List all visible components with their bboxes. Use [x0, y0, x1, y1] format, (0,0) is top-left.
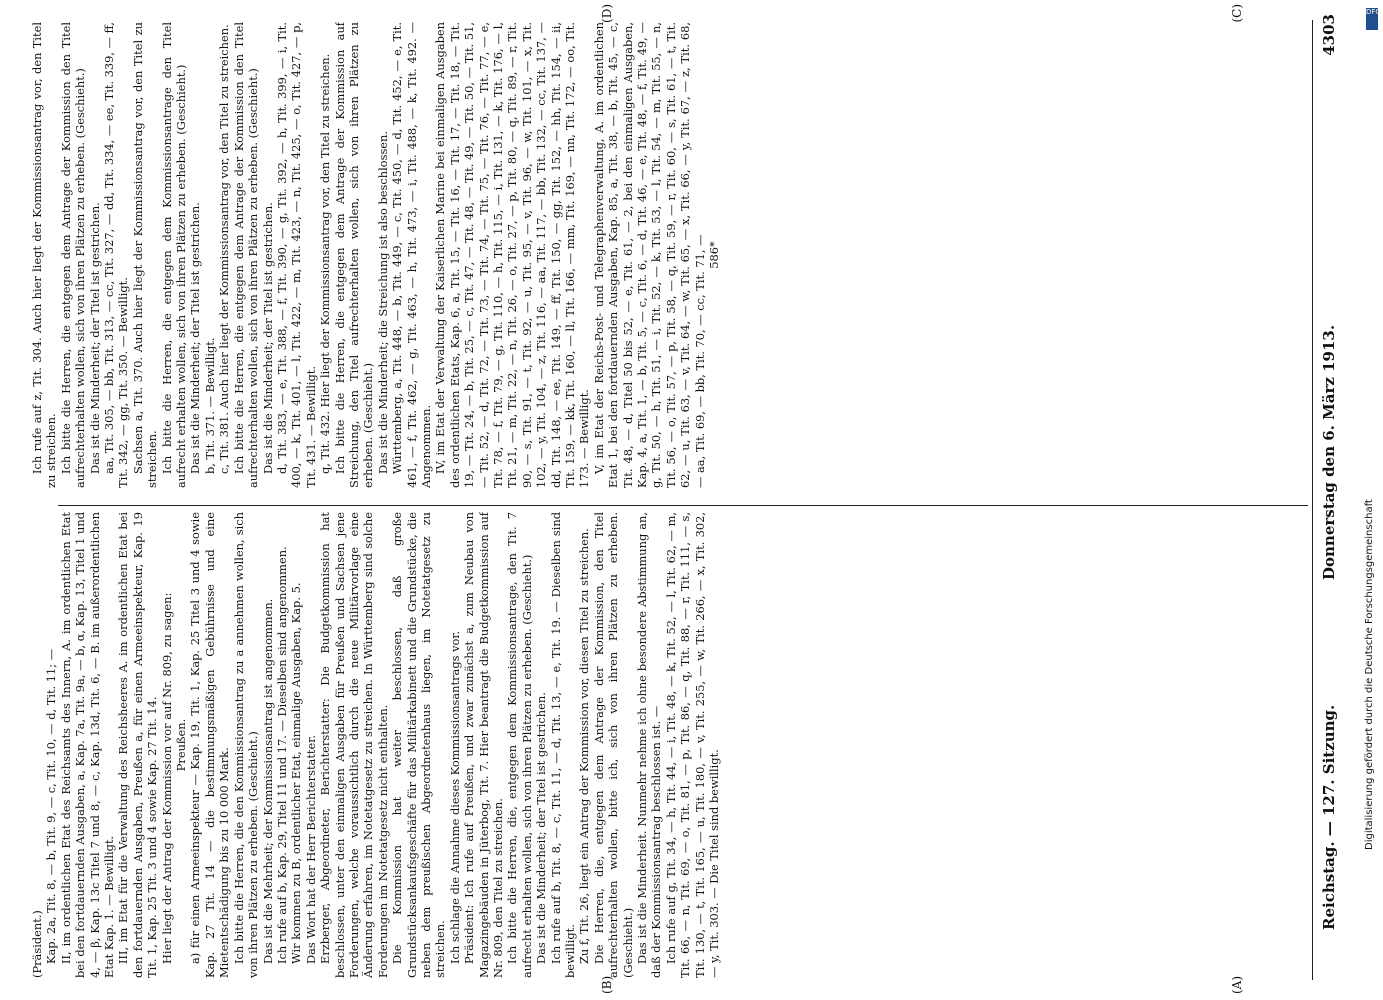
- header-center: Donnerstag den 6. März 1913.: [1320, 324, 1338, 580]
- paragraph: Kap. 2a, Tit. 8, — b, Tit. 9, — c, Tit. 10, — d, Tit. 11; —: [44, 648, 59, 964]
- paragraph: c, Tit. 381. Auch hier liegt der Kommissionsantrag vor, den Titel zu streichen.: [217, 24, 232, 474]
- paragraph: Das ist die Minderheit; der Titel ist gestrichen.: [188, 202, 203, 474]
- section-heading: Preußen.: [174, 718, 189, 772]
- paragraph: Die Kommission hat weiter beschlossen, daß große Grundstücksankaufsgeschäfte für das Militärkabinett und die Grundstücke, die neben dem preußischen Abgeordnetenhaus liegen, im Notetatgesetz zu streichen.: [390, 512, 448, 978]
- paragraph: Ich rufe auf b, Kap. 29, Titel 11 und 17. — Dieselben sind angenommen.: [274, 546, 289, 964]
- paragraph: Ich rufe auf b, Tit. 8, — c, Tit. 11, — d, Tit. 13, — e, Tit. 19. — Dieselben sind bewilligt.: [548, 512, 578, 978]
- digitization-credit: [1364, 30, 1380, 850]
- paragraph: Ich schlage die Annahme dieses Kommissionsantrags vor.: [447, 630, 462, 964]
- paragraph: Ich bitte die Herren, die entgegen dem Antrage der Kommission den Titel aufrechterhalten wollen, sich von ihren Plätzen zu erheben. (Geschieht.): [58, 22, 88, 488]
- paragraph: Das ist die Minderheit; der Titel ist gestrichen.: [534, 692, 549, 964]
- paragraph: Ich bitte die Herren, die entgegen dem Antrage der Kommission den Titel aufrechterhalten wollen, sich von ihren Plätzen zu erheben. (Geschieht.): [231, 22, 261, 488]
- header-left: Reichstag. — 127. Sitzung.: [1320, 704, 1338, 930]
- margin-mark-b: (B): [600, 975, 614, 994]
- paragraph: Hier liegt der Antrag der Kommission vor auf Nr. 809, zu sagen:: [159, 592, 174, 964]
- paragraph: Ich bitte die Herren, die den Kommissionsantrag zu a annehmen wollen, sich von ihren Plätzen zu erheben. (Geschieht.): [231, 512, 261, 978]
- paragraph: II, im ordentlichen Etat des Reichsamts des Innern, A. im ordentlichen Etat bei den fortdauernden Ausgaben, a, Kap. 7a, Tit. 9a, — b, α, Kap. 13, Titel 1 und 4, — β, Kap. 13c Titel 7 und 8, — c, Kap. 13d, Tit. 6, — B. im außerordentlichen Etat Kap. 1. — Bewilligt.: [58, 512, 117, 978]
- margin-mark-a: (A): [1230, 975, 1244, 994]
- paragraph: Das ist die Minderheit; der Titel ist gestrichen.: [260, 202, 275, 474]
- credit-text: Digitalisierung gefördert durch die Deutsche Forschungsgemeinschaft: [1364, 499, 1375, 850]
- paragraph: Ich bitte die Herren, die, entgegen dem Kommissionsantrage, den Tit. 7 aufrecht erhalten wollen, sich von ihren Plätzen zu erheben. (Geschieht.): [505, 512, 534, 978]
- dfg-logo: [1366, 8, 1381, 30]
- paragraph: Ich rufe auf z, Tit. 304. Auch hier liegt der Kommissionsantrag vor, den Titel zu streichen.: [30, 22, 59, 488]
- paragraph: Sachsen a, Tit. 370. Auch hier liegt der Kommissionsantrag vor, den Titel zu streichen.: [130, 22, 160, 488]
- left-column: [30, 512, 1300, 978]
- paragraph: Ich bitte die Herren, die entgegen dem Antrage der Kommission auf Streichung, den Titel aufrechterhalten wollen, sich von ihren Plätzen zu erheben. (Geschieht.): [332, 22, 376, 488]
- paragraph: Ich bitte die Herren, die entgegen dem Kommissionsantrage den Titel aufrecht erhalten wollen, sich von ihren Plätzen zu erheben. (Geschieht.): [159, 22, 189, 488]
- paragraph: Das ist die Minderheit. Nunmehr nehme ich ohne besondere Abstimmung an, daß der Kommissionsantrag beschlossen ist. —: [635, 512, 664, 978]
- right-column: [30, 22, 1300, 488]
- column-divider: [58, 505, 1308, 506]
- paragraph: aa, Tit. 305, — bb, Tit. 313, — cc, Tit. 327, — dd, Tit. 334, — ee, Tit. 339, — ff, Tit. 342, — gg, Tit. 350. — Bewilligt.: [102, 22, 131, 488]
- paragraph: d, Tit. 383, — e, Tit. 388, — f, Tit. 390, — g, Tit. 392, — h, Tit. 399, — i, Tit. 400, — k, Tit. 401, — l, Tit. 422, — m, Tit. 423, — n, Tit. 425, — o, Tit. 427, — p, Tit. 431. — Bewilligt.: [274, 22, 318, 488]
- paragraph: Zu f, Tit. 26, liegt ein Antrag der Kommission vor, diesen Titel zu streichen.: [577, 528, 592, 964]
- paragraph: Die Herren, die, entgegen dem Antrage der Kommission, den Titel aufrechterhalten wollen, bitte ich, sich von ihren Plätzen zu erheben. (Geschieht.): [591, 512, 635, 978]
- dfg-logo-text: DFG: [1366, 8, 1381, 16]
- paragraph: V, im Etat der Reichs-Post- und Telegraphenverwaltung, A. im ordentlichen Etat 1, bei den fortdauernden Ausgaben, Kap. 85, a, Tit. 38, — b, Tit. 45, — c, Tit. 48, — d, Titel 50 bis 52, — e, Tit. 61, — 2, bei den einmaligen Ausgaben, Kap. 4, a, Tit. 1, — b, Tit. 5, — c, Tit. 6, — d, Tit. 46, — e, Tit. 48, — f, Tit. 49, — g, Tit. 50, — h, Tit. 51, — i, Tit. 52, — k, Tit. 53, — l, Tit. 54, — m, Tit. 55, — n, Tit. 56, — o, Tit. 57, — p, Tit. 58, — q, Tit. 59, — r, Tit. 60, — s, Tit. 61, — t, Tit. 62, — u, Tit. 63, — v, Tit. 64, — w, Tit. 65, — x, Tit. 66, — y, Tit. 67, — z, Tit. 68, — aa, Tit. 69, — bb, Tit. 70, — cc, Tit. 71, —: [591, 22, 707, 488]
- running-header: [1320, 0, 1360, 1000]
- paragraph: Erzberger, Abgeordneter, Berichterstatter: Die Budgetkommission hat beschlossen, unter den einmaligen Ausgaben für Preußen und Sachsen jene Forderungen, welche voraussichtlich durch die neue Militärvorlage eine Änderung erfahren, im Notetatgesetz zu streichen. In Württemberg sind solche Forderungen im Notetatgesetz nicht enthalten.: [318, 512, 390, 978]
- paragraph: a) für einen Armeeinspekteur — Kap. 19, Tit. 1, Kap. 25 Titel 3 und 4 sowie Kap. 27 Tit. 14 — die bestimmungsmäßigen Gebührnisse und eine Mietentschädigung bis zu 10 000 Mark.: [188, 512, 232, 978]
- header-rule: [1312, 20, 1313, 980]
- paragraph: III, im Etat für die Verwaltung des Reichsheeres A. im ordentlichen Etat bei den fortdauernden Ausgaben, Preußen a, für einen Armeeinspekteur, Kap. 19 Tit. 1, Kap. 25 Tit. 3 und 4 sowie Kap. 27 Tit. 14.: [116, 512, 160, 978]
- paragraph: b, Tit. 371. — Bewilligt.: [202, 337, 217, 474]
- page-footer-mark: 586*: [707, 241, 722, 269]
- margin-mark-d: (D): [600, 4, 614, 23]
- speaker-note: (Präsident.): [30, 910, 44, 978]
- page-number: 4303: [1320, 14, 1338, 56]
- paragraph: Das Wort hat der Herr Berichterstatter.: [303, 734, 318, 964]
- paragraph: Wir kommen zu B, ordentlicher Etat, einmalige Ausgaben, Kap. 5.: [289, 582, 304, 964]
- paragraph: Württemberg, a, Tit. 448, — b, Tit. 449, — c, Tit. 450, — d, Tit. 452, — e, Tit. 461, — f, Tit. 462, — g, Tit. 463, — h, Tit. 473, — i, Tit. 488, — k, Tit. 492. — Angenommen.: [390, 22, 433, 488]
- paragraph: Das ist die Mehrheit; der Kommissionsantrag ist angenommen.: [260, 598, 275, 964]
- paragraph: Das ist die Minderheit; die Streichung ist also beschlossen.: [375, 131, 390, 474]
- margin-mark-c: (C): [1230, 4, 1244, 23]
- paragraph: IV, im Etat der Verwaltung der Kaiserlichen Marine bei einmaligen Ausgaben des ordentlichen Etats, Kap. 6, a, Tit. 15, — Tit. 16, — Tit. 17, — Tit. 18, — Tit. 19, — Tit. 24, — b, Tit. 25, — c, Tit. 47, — Tit. 48, — Tit. 49, — Tit. 50, — Tit. 51, — Tit. 52, — d, Tit. 72, — Tit. 73, — Tit. 74, — Tit. 75, — Tit. 76, — Tit. 77, — e, Tit. 78, — f, Tit. 79, — g, Tit. 110, — h, Tit. 115, — i, Tit. 131, — k, Tit. 176, — l, Tit. 21, — m, Tit. 22, — n, Tit. 26, — o, Tit. 27, — p, Tit. 80, — q, Tit. 89, — r, Tit. 90, — s, Tit. 91, — t, Tit. 92, — u, Tit. 95, — v, Tit. 96, — w, Tit. 101, — x, Tit. 102, — y, Tit. 104, — z, Tit. 116, — aa, Tit. 117, — bb, Tit. 132, — cc, Tit. 137, — dd, Tit. 148, — ee, Tit. 149, — ff, Tit. 150, — gg, Tit. 152, — hh, Tit. 154, — ii, Tit. 159, — kk, Tit. 160, — ll, Tit. 166, — mm, Tit. 169, — nn, Tit. 172, — oo, Tit. 173. — Bewilligt.: [433, 22, 592, 488]
- paragraph: Das ist die Minderheit; der Titel ist gestrichen.: [87, 202, 102, 474]
- paragraph: q, Tit. 432. Hier liegt der Kommissionsantrag vor, den Titel zu streichen.: [318, 53, 333, 474]
- paragraph: Ich rufe auf g, Tit. 34, — h, Tit. 44, — i, Tit. 48, — k, Tit. 52, — l, Tit. 62, — m, Tit. 66, — n, Tit. 69, — o, Tit. 81, — p, Tit. 86, — q, Tit. 88, — r, Tit. 111, — s, Tit. 130, — t, Tit. 165, — u, Tit. 180, — v, Tit. 255, — w, Tit. 266, — x, Tit. 302, — y, Tit. 303. — Die Titel sind bewilligt.: [663, 512, 722, 978]
- paragraph: Präsident: Ich rufe auf Preußen, und zwar zunächst a, zum Neubau von Magazingebäuden in Jüterbog, Tit. 7. Hier beantragt die Budgetkommission auf Nr. 809, den Titel zu streichen.: [462, 512, 505, 978]
